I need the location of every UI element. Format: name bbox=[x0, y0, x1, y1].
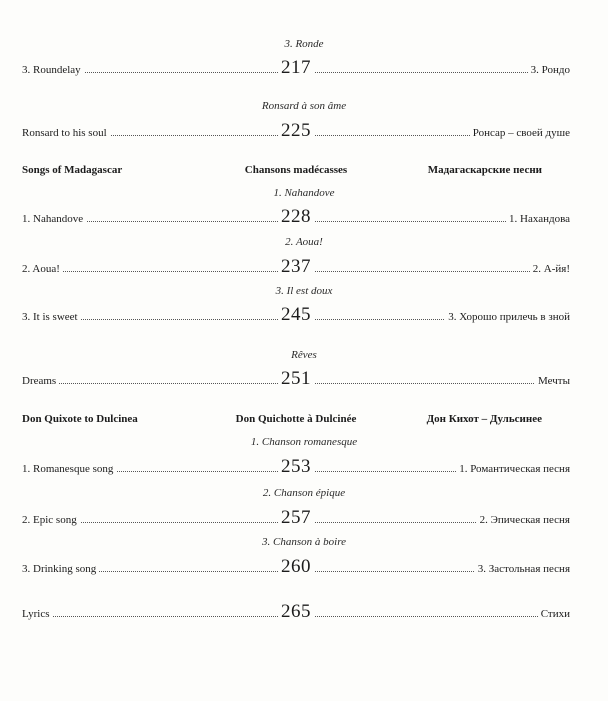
entry-title-ru: 3. Рондо bbox=[528, 64, 570, 76]
entry-title-en: 3. It is sweet bbox=[22, 311, 81, 323]
entry-title-ru: 1. Романтическая песня bbox=[456, 463, 570, 475]
entry-title-en: 2. Epic song bbox=[22, 514, 80, 526]
toc-row[interactable] bbox=[22, 199, 570, 229]
entry-title-en: Dreams bbox=[22, 375, 59, 387]
entry-title-en: Lyrics bbox=[22, 608, 53, 620]
entry-heading: 3. Ronde bbox=[284, 38, 324, 50]
entry-title-ru: 1. Нахандова bbox=[506, 213, 570, 225]
entry-heading: 3. Chanson à boire bbox=[262, 536, 346, 548]
entry-heading: 3. Il est doux bbox=[275, 285, 333, 297]
toc-row[interactable] bbox=[22, 50, 570, 80]
page-number: 265 bbox=[278, 601, 314, 623]
toc-row[interactable] bbox=[22, 549, 570, 579]
entry-title-en: 3. Roundelay bbox=[22, 64, 84, 76]
section-title-fr: Chansons madécasses bbox=[244, 164, 348, 176]
section-heading bbox=[22, 413, 570, 429]
entry-title-en: 1. Romanesque song bbox=[22, 463, 116, 475]
entry-title-en: Ronsard to his soul bbox=[22, 127, 110, 139]
entry-title-en: 3. Drinking song bbox=[22, 563, 99, 575]
page-number: 251 bbox=[278, 368, 314, 390]
entry-title-ru: Стихи bbox=[538, 608, 570, 620]
entry-title-ru: 3. Хорошо прилечь в зной bbox=[445, 311, 570, 323]
section-title-ru: Мадагаскарские песни bbox=[427, 164, 542, 176]
entry-title-ru: 3. Застольная песня bbox=[475, 563, 570, 575]
page-number: 260 bbox=[278, 556, 314, 578]
page-number: 257 bbox=[278, 507, 314, 529]
section-title-ru: Дон Кихот – Дульсинее bbox=[426, 413, 542, 425]
page-number: 217 bbox=[278, 57, 314, 79]
entry-title-ru: 2. А-йя! bbox=[530, 263, 570, 275]
entry-heading: 1. Chanson romanesque bbox=[250, 436, 358, 448]
section-title-en: Songs of Madagascar bbox=[22, 164, 123, 176]
toc-row[interactable] bbox=[22, 249, 570, 279]
page-number: 225 bbox=[278, 120, 314, 142]
entry-heading: Rêves bbox=[291, 349, 317, 361]
section-title-en: Don Quixote to Dulcinea bbox=[22, 413, 138, 425]
entry-heading: 2. Chanson épique bbox=[262, 487, 346, 499]
section-title-fr: Don Quichotte à Dulcinée bbox=[235, 413, 357, 425]
toc-row[interactable] bbox=[22, 297, 570, 327]
toc-row[interactable] bbox=[22, 361, 570, 391]
page-number: 253 bbox=[278, 456, 314, 478]
entry-heading: 2. Aoua! bbox=[285, 236, 323, 248]
entry-heading: Ronsard à son âme bbox=[261, 100, 347, 112]
toc-row[interactable] bbox=[22, 113, 570, 143]
entry-title-ru: 2. Эпическая песня bbox=[477, 514, 570, 526]
toc-row[interactable] bbox=[22, 500, 570, 530]
section-heading bbox=[22, 164, 570, 180]
toc-row[interactable] bbox=[22, 594, 570, 624]
entry-heading: 1. Nahandove bbox=[273, 187, 335, 199]
page-number: 228 bbox=[278, 206, 314, 228]
toc-row[interactable] bbox=[22, 449, 570, 479]
page-number: 237 bbox=[278, 256, 314, 278]
entry-title-ru: Ронсар – своей душе bbox=[470, 127, 570, 139]
entry-title-en: 1. Nahandove bbox=[22, 213, 86, 225]
page-number: 245 bbox=[278, 304, 314, 326]
entry-title-ru: Мечты bbox=[535, 375, 570, 387]
entry-title-en: 2. Aoua! bbox=[22, 263, 63, 275]
